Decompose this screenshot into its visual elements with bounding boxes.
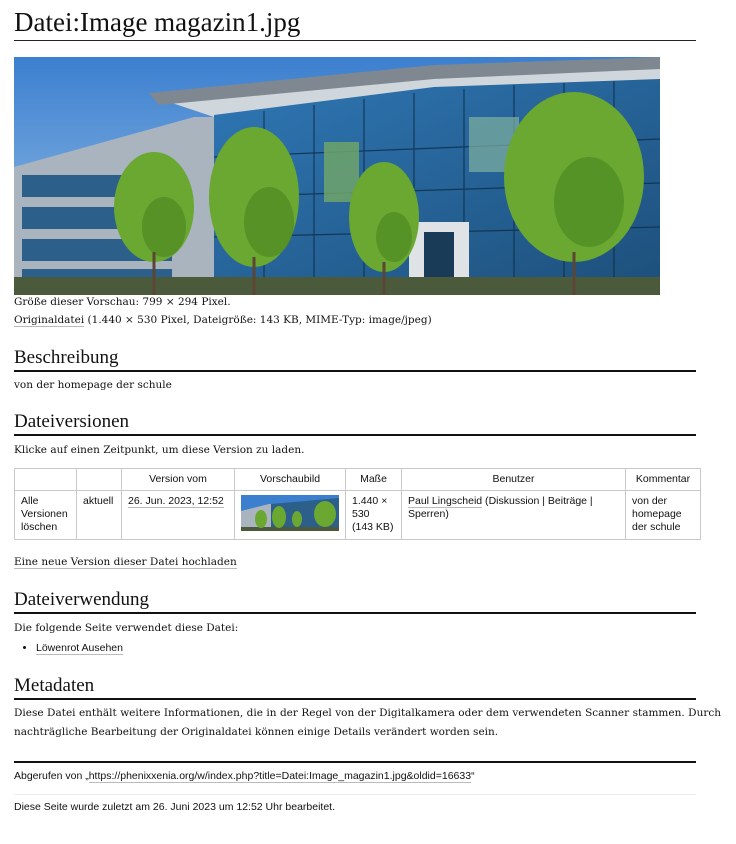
user-links-open: ( — [482, 495, 489, 507]
original-file-link[interactable]: Originaldatei — [14, 314, 85, 326]
list-item — [36, 641, 721, 655]
user-links-sep: | — [539, 495, 548, 507]
user-link[interactable]: Paul Lingscheid — [408, 495, 483, 507]
user-discussion-link[interactable]: Diskussion — [488, 495, 540, 507]
version-date-cell — [122, 491, 235, 540]
original-file-info: (1.440 × 530 Pixel, Dateigröße: 143 KB, MIME-Typ: image/jpeg) — [84, 314, 432, 326]
versions-hint: Klicke auf einen Zeitpunkt, um diese Version zu laden. — [14, 444, 305, 456]
file-history-table — [14, 468, 701, 540]
usage-text: Die folgende Seite verwendet diese Datei: — [14, 622, 239, 634]
description-heading: Beschreibung — [14, 347, 696, 372]
version-date-link[interactable]: 26. Jun. 2023, 12:52 — [128, 495, 224, 507]
last-edit-text: Diese Seite wurde zuletzt am 26. Juni 2023 um 12:52 Uhr bearbeitet. — [14, 801, 336, 813]
col-header-comment: Kommentar — [626, 469, 701, 491]
metadata-text: Diese Datei enthält weitere Informationen, die in der Regel von der Digitalkamera oder dem verwendeten Scanner stammen. Durch nachträgliche Bearbeitung der Originaldatei können einige Details verändert worden sein. — [14, 707, 721, 738]
user-blocks-link[interactable]: Sperren — [408, 508, 446, 520]
user-links-sep: | — [587, 495, 593, 507]
file-preview-image[interactable] — [14, 57, 660, 295]
description-text: von der homepage der schule — [14, 379, 172, 391]
col-header-blank-1 — [15, 469, 77, 491]
version-filesize: (143 KB) — [352, 521, 394, 533]
col-header-date: Version vom — [122, 469, 235, 491]
version-dimensions-cell — [346, 491, 402, 540]
footer-thin-divider — [14, 794, 696, 795]
usage-page-link[interactable]: Löwenrot Ausehen — [36, 642, 123, 654]
preview-size-text: Größe dieser Vorschau: 799 × 294 Pixel. — [14, 296, 231, 308]
metadata-heading: Metadaten — [14, 675, 696, 700]
retrieved-prefix: Abgerufen von „ — [14, 770, 89, 782]
versions-heading: Dateiversionen — [14, 411, 696, 436]
version-dimensions: 1.440 × 530 — [352, 495, 388, 520]
version-comment: von der homepage der schule — [626, 491, 701, 540]
page-title: Datei:Image magazin1.jpg — [14, 0, 696, 41]
col-header-dimensions: Maße — [346, 469, 402, 491]
user-contributions-link[interactable]: Beiträge — [547, 495, 588, 507]
original-file-line — [14, 313, 721, 327]
version-status: aktuell — [77, 491, 122, 540]
footer-divider — [14, 761, 696, 763]
upload-new-version-link[interactable]: Eine neue Version dieser Datei hochladen — [14, 556, 237, 568]
usage-heading: Dateiverwendung — [14, 589, 696, 614]
delete-all-versions-link[interactable]: Alle Versionen löschen — [15, 491, 77, 540]
retrieved-suffix: “ — [471, 770, 475, 782]
col-header-user: Benutzer — [402, 469, 626, 491]
version-user-cell — [402, 491, 626, 540]
version-thumbnail-cell — [235, 491, 346, 540]
retrieved-from — [14, 770, 721, 782]
table-header-row — [15, 469, 701, 491]
col-header-thumbnail: Vorschaubild — [235, 469, 346, 491]
usage-list — [14, 641, 721, 655]
version-thumbnail-image[interactable] — [241, 495, 339, 531]
retrieved-url-link[interactable]: https://phenixxenia.org/w/index.php?title=Datei:Image_magazin1.jpg&oldid=16633 — [88, 770, 472, 782]
user-links-close: ) — [445, 508, 449, 520]
col-header-blank-2 — [77, 469, 122, 491]
table-row — [15, 491, 701, 540]
